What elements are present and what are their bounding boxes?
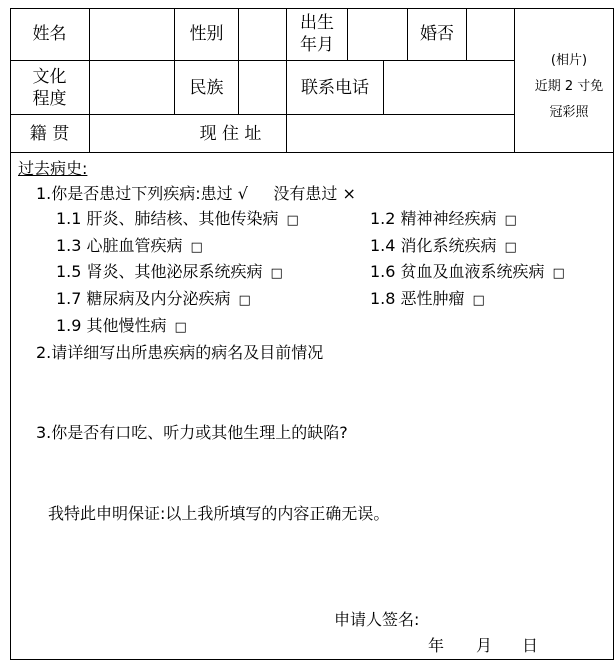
- marital-value-field[interactable]: [467, 8, 514, 60]
- name-value-field[interactable]: [90, 8, 174, 60]
- name-label: 姓名: [32, 24, 67, 44]
- education-label: [10, 61, 89, 114]
- disease-item-1-3[interactable]: 1.3 心脏血管疾病 □: [56, 236, 203, 255]
- question-1: 1.你是否患过下列疾病:患过 √ 没有患过 ×: [36, 184, 356, 203]
- education-label-line2: 程度: [32, 88, 67, 109]
- photo-caption-line2: 近期 2 寸免: [534, 79, 604, 94]
- checkbox-icon[interactable]: □: [504, 240, 517, 255]
- checkbox-icon[interactable]: □: [504, 213, 517, 228]
- signature-label: 申请人签名:: [334, 610, 420, 629]
- disease-item-1-6[interactable]: 1.6 贫血及血液系统疾病 □: [370, 262, 565, 281]
- checkbox-icon[interactable]: □: [472, 293, 485, 308]
- disease-item-1-2[interactable]: 1.2 精神神经疾病 □: [370, 209, 517, 228]
- checkbox-icon[interactable]: □: [238, 293, 251, 308]
- phone-label: 联系电话: [301, 77, 369, 98]
- question-2-answer-area[interactable]: [36, 368, 596, 418]
- disease-item-1-1[interactable]: 1.1 肝炎、肺结核、其他传染病 □: [56, 209, 299, 228]
- disease-item-1-4[interactable]: 1.4 消化系统疾病 □: [370, 236, 517, 255]
- photo-caption-line1: (相片): [550, 53, 588, 68]
- col-line-9: [514, 8, 515, 153]
- birth-value-field[interactable]: [348, 8, 407, 60]
- gender-label: 性别: [189, 24, 224, 44]
- gender-value-field[interactable]: [239, 8, 286, 60]
- checkbox-icon[interactable]: □: [270, 266, 283, 281]
- date-day-label: 日: [522, 636, 539, 655]
- photo-placeholder[interactable]: [524, 48, 614, 126]
- application-form: [10, 8, 614, 660]
- disease-item-1-8[interactable]: 1.8 恶性肿瘤 □: [370, 289, 485, 308]
- signature-field[interactable]: [440, 607, 600, 633]
- question-3: 3.你是否有口吃、听力或其他生理上的缺陷?: [36, 423, 348, 442]
- border-bottom: [10, 659, 614, 660]
- address-value-field[interactable]: [287, 115, 514, 152]
- disease-item-1-7[interactable]: 1.7 糖尿病及内分泌疾病 □: [56, 289, 251, 308]
- origin-label: 籍 贯: [29, 123, 70, 144]
- phone-value-field[interactable]: [384, 61, 514, 114]
- date-year-label: 年: [428, 636, 445, 655]
- disease-item-1-9[interactable]: 1.9 其他慢性病 □: [56, 316, 187, 335]
- date-month-label: 月: [476, 636, 493, 655]
- ethnicity-value-field[interactable]: [239, 61, 286, 114]
- marital-label: 婚否: [420, 24, 454, 44]
- address-label: 现 住 址: [199, 123, 262, 144]
- row-line-3: [10, 152, 614, 153]
- photo-caption-line3: 冠彩照: [549, 105, 589, 120]
- ethnicity-label: 民族: [189, 77, 224, 98]
- question-3-answer-area[interactable]: [36, 448, 596, 498]
- education-label-line1: 文化: [32, 66, 67, 87]
- disease-item-1-5[interactable]: 1.5 肾炎、其他泌尿系统疾病 □: [56, 262, 283, 281]
- education-value-field[interactable]: [90, 61, 174, 114]
- birth-label-line2: 年月: [300, 35, 334, 55]
- checkbox-icon[interactable]: □: [174, 320, 187, 335]
- question-2: 2.请详细写出所患疾病的病名及目前情况: [36, 343, 324, 362]
- birth-label: [287, 8, 347, 60]
- history-title: 过去病史:: [18, 159, 88, 178]
- checkbox-icon[interactable]: □: [286, 213, 299, 228]
- declaration-text: 我特此申明保证:以上我所填写的内容正确无误。: [48, 504, 390, 523]
- birth-label-line1: 出生: [300, 13, 334, 33]
- checkbox-icon[interactable]: □: [552, 266, 565, 281]
- checkbox-icon[interactable]: □: [190, 240, 203, 255]
